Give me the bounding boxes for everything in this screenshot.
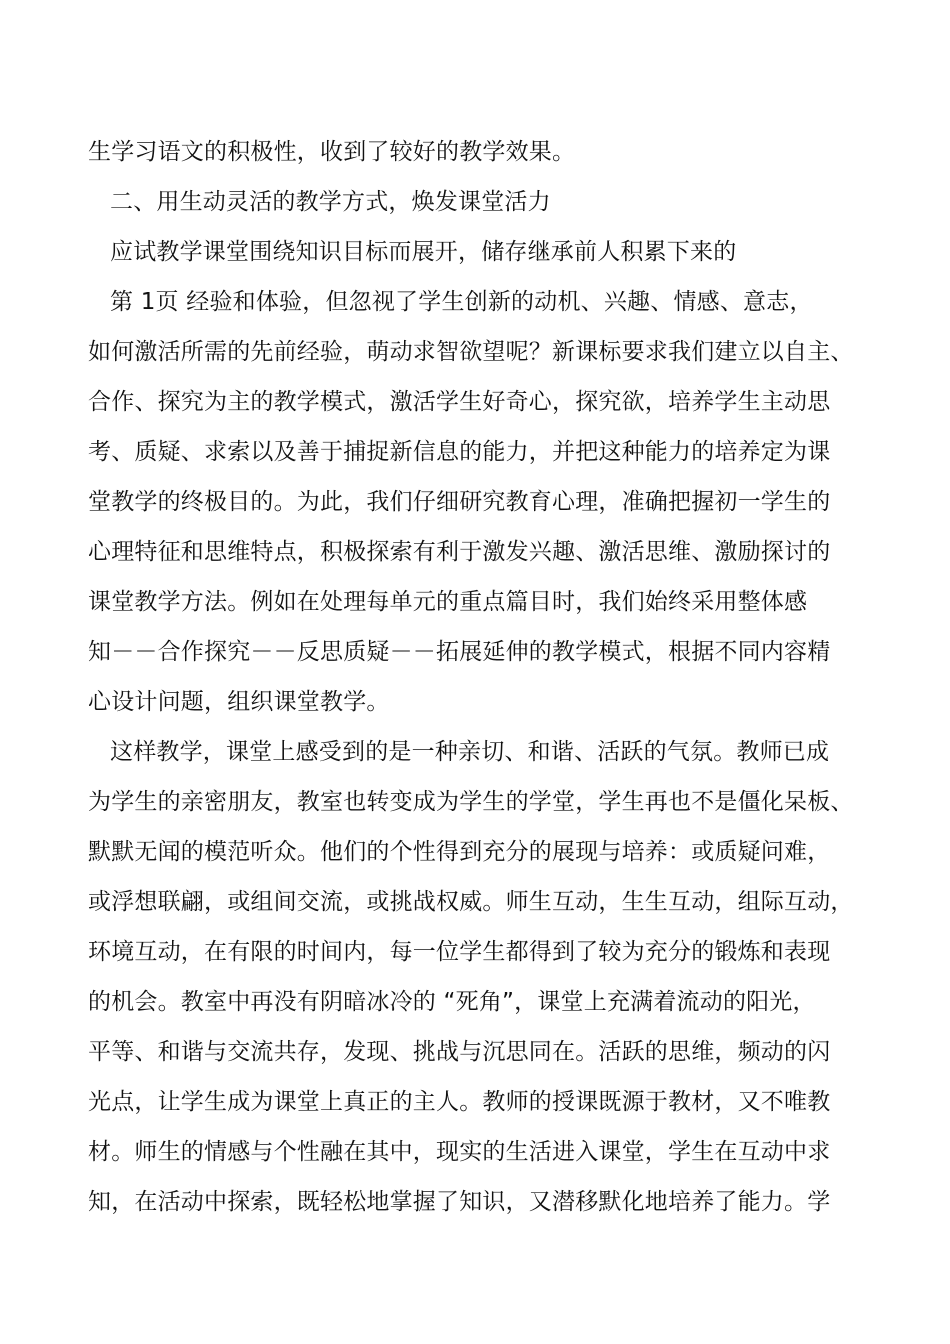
text-line: 知，在活动中探索，既轻松地掌握了知识，又潜移默化地培养了能力。学 — [88, 1189, 831, 1215]
text-line: 平等、和谐与交流共存，发现、挑战与沉思同在。活跃的思维，频动的闪 — [88, 1039, 831, 1065]
page-number-line: 第 1页 经验和体验，但忽视了学生创新的动机、兴趣、情感、意志， — [110, 289, 813, 315]
text-line: 环境互动，在有限的时间内，每一位学生都得到了较为充分的锻炼和表现 — [88, 939, 831, 965]
text-line: 应试教学课堂围绕知识目标而展开，储存继承前人积累下来的 — [110, 239, 737, 265]
text-line: 默默无闻的模范听众。他们的个性得到充分的展现与培养：或质疑问难， — [88, 839, 831, 865]
text-line: 如何激活所需的先前经验，萌动求智欲望呢？新课标要求我们建立以自主、 — [88, 339, 854, 365]
text-line: 光点，让学生成为课堂上真正的主人。教师的授课既源于教材，又不唯教 — [88, 1089, 831, 1115]
text-line: 堂教学的终极目的。为此，我们仔细研究教育心理，准确把握初一学生的 — [88, 489, 831, 515]
text-line: 课堂教学方法。例如在处理每单元的重点篇目时，我们始终采用整体感 — [88, 589, 808, 615]
text-line: 材。师生的情感与个性融在其中，现实的生活进入课堂，学生在互动中求 — [88, 1139, 831, 1165]
section-heading: 二、用生动灵活的教学方式，焕发课堂活力 — [110, 189, 551, 215]
text-line: 心设计问题，组织课堂教学。 — [88, 689, 390, 715]
text-line: 合作、探究为主的教学模式，激活学生好奇心，探究欲，培养学生主动思 — [88, 389, 831, 415]
text-line: 知－－合作探究－－反思质疑－－拓展延伸的教学模式，根据不同内容精 — [88, 639, 831, 665]
text-line: 这样教学，课堂上感受到的是一种亲切、和谐、活跃的气氛。教师已成 — [110, 739, 830, 765]
text-line: 为学生的亲密朋友，教室也转变成为学生的学堂，学生再也不是僵化呆板、 — [88, 789, 854, 815]
text-line: 生学习语文的积极性，收到了较好的教学效果。 — [88, 139, 576, 165]
text-line: 考、质疑、求索以及善于捕捉新信息的能力，并把这种能力的培养定为课 — [88, 439, 831, 465]
text-line: 或浮想联翩，或组间交流，或挑战权威。师生互动，生生互动，组际互动， — [88, 889, 854, 915]
text-line: 的机会。教室中再没有阴暗冰冷的 “死角”，课堂上充满着流动的阳光， — [88, 989, 816, 1015]
text-line: 心理特征和思维特点，积极探索有利于激发兴趣、激活思维、激励探讨的 — [88, 539, 831, 565]
